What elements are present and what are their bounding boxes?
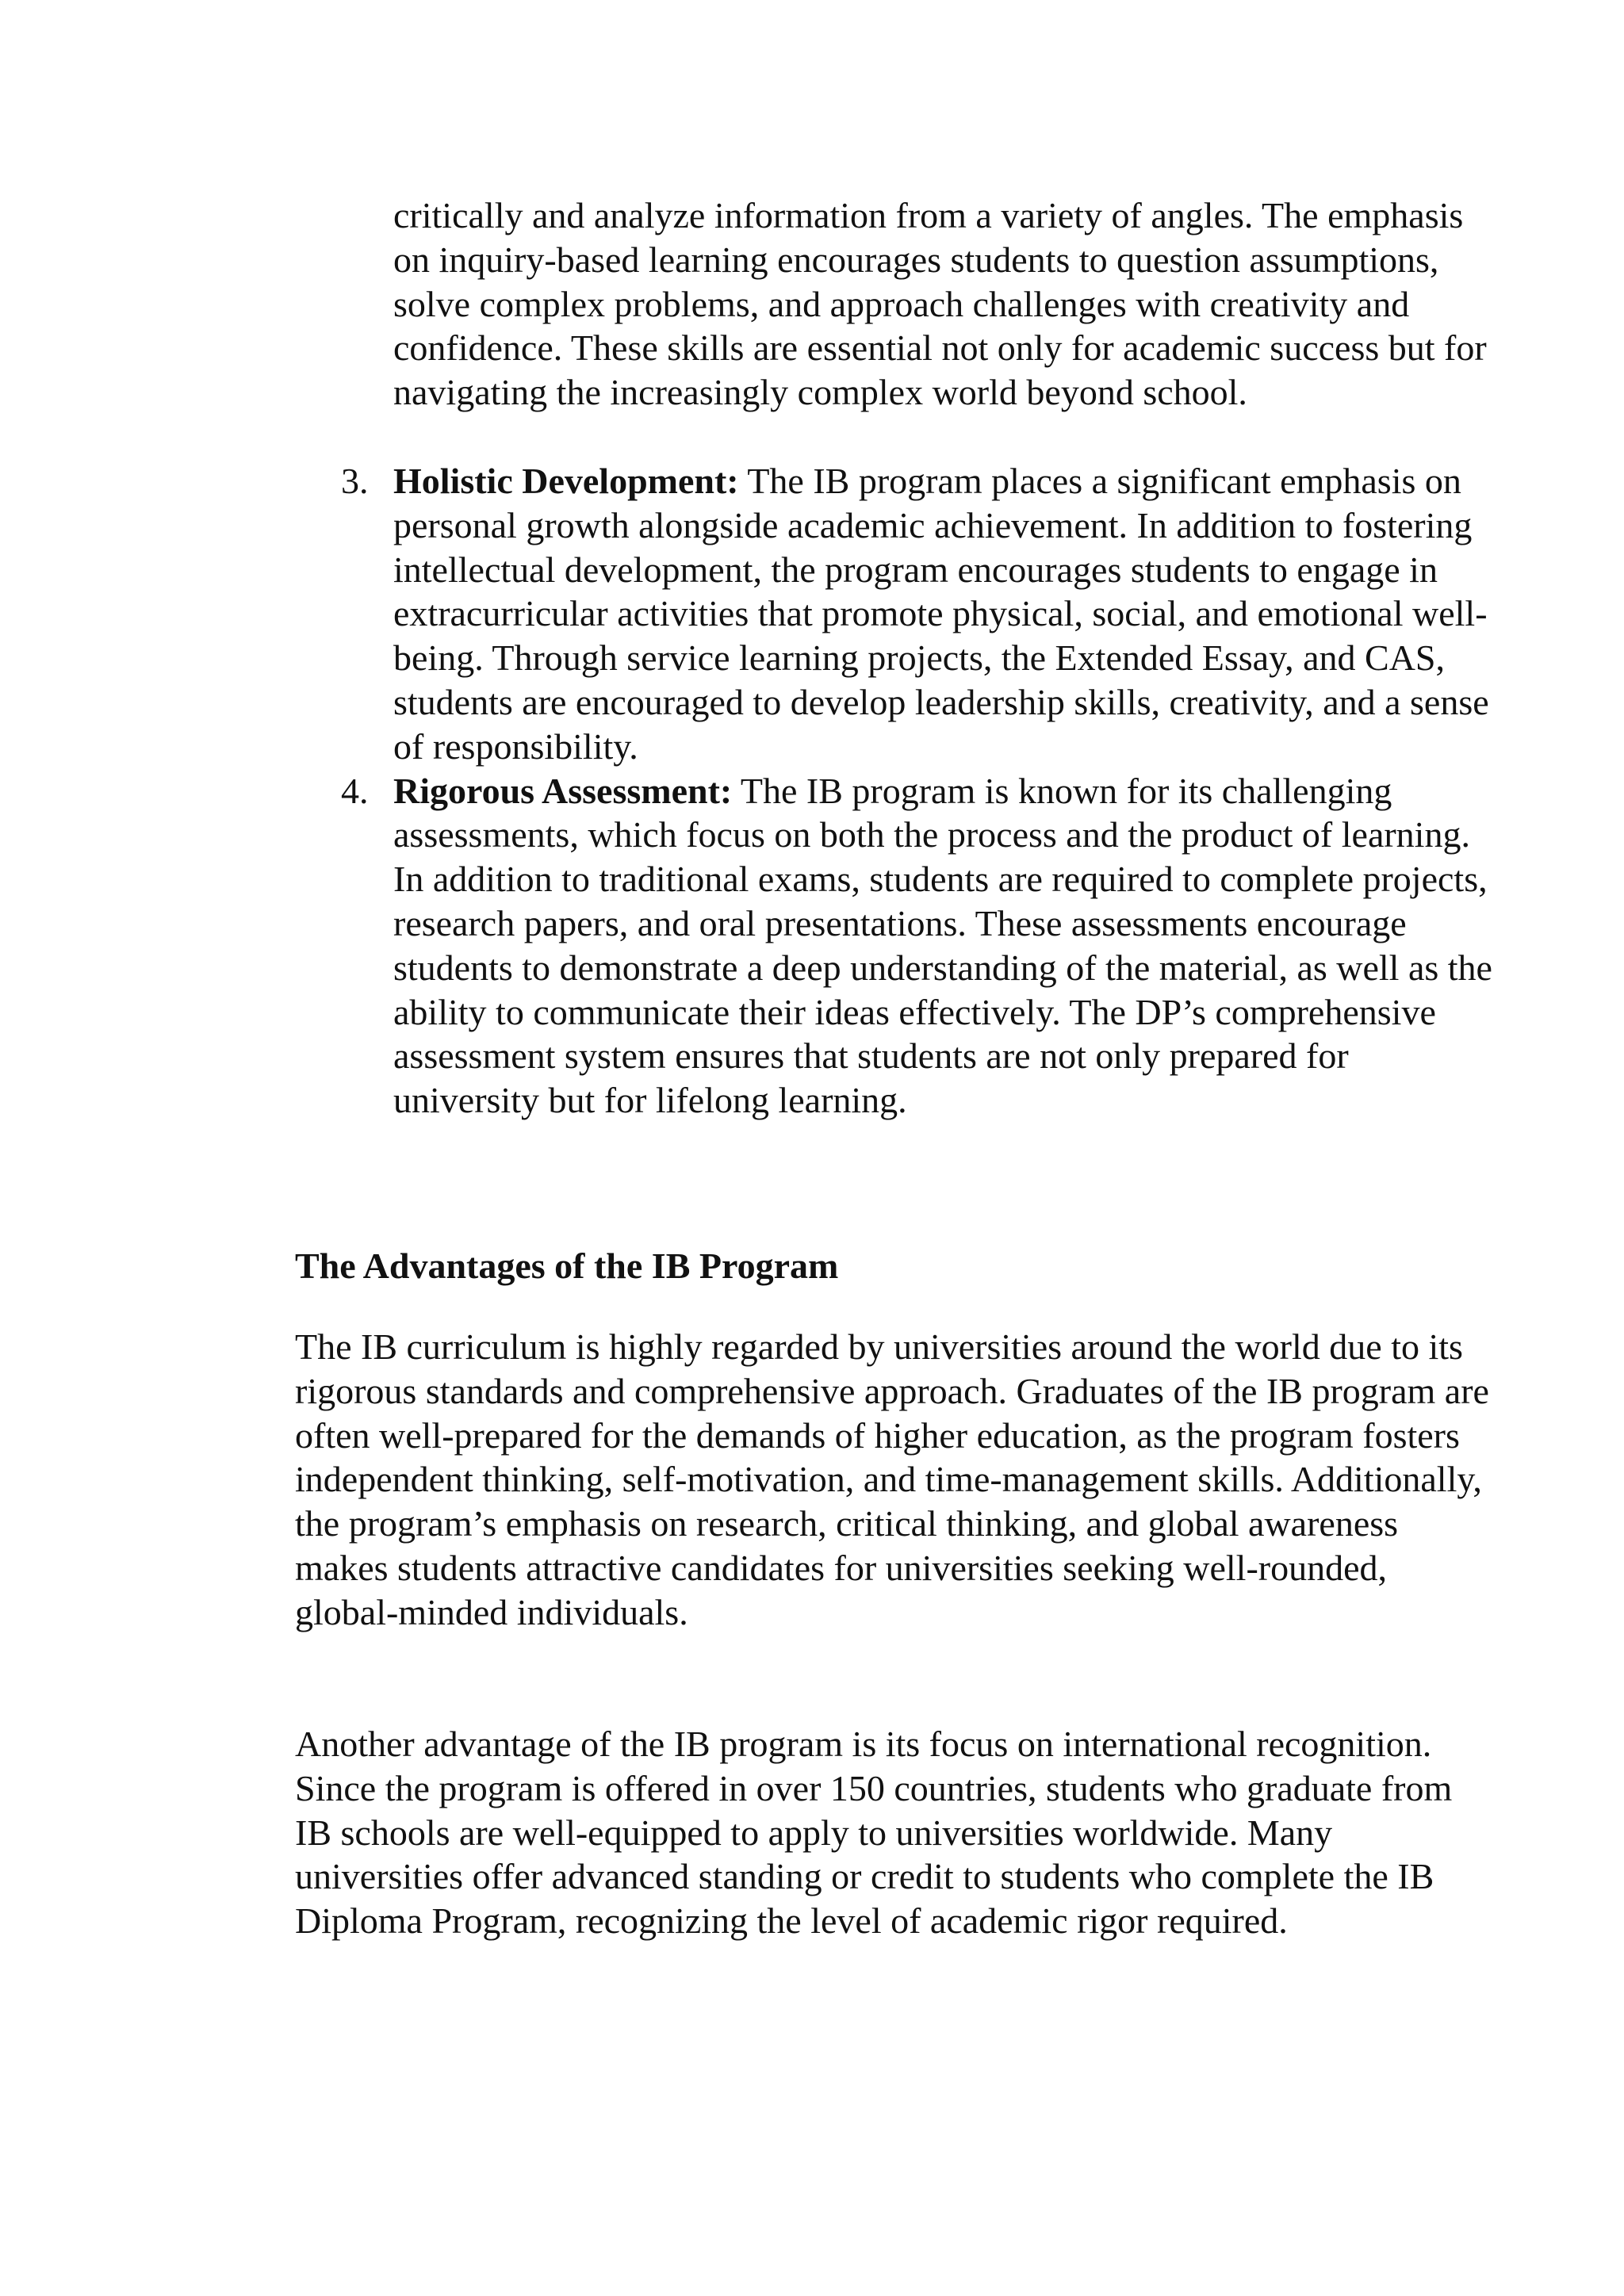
list-item-term: Rigorous Assessment:	[393, 770, 733, 811]
list-item-text: The IB program is known for its challenging assessments, which focus on both the process and the product of learning. In addition to traditional exams, students are required to complete projects, research papers, and oral presentations. These assessments encourage students to demonstrate a deep understanding of the material, as well as the ability to communicate their ideas effectively. The DP’s comprehensive assessment system ensures that students are not only prepared for university but for lifelong learning.	[393, 770, 1492, 1121]
list-item	[341, 459, 1499, 769]
list-item-number: 3.	[341, 461, 369, 501]
list-item-number: 4.	[341, 770, 369, 811]
body-paragraph: The IB curriculum is highly regarded by universities around the world due to its rigorous standards and comprehensive approach. Graduates of the IB program are often well-prepared for the demands of higher education, as the program fosters independent thinking, self-motivation, and time-management skills. Additionally, the program’s emphasis on research, critical thinking, and global awareness makes students attractive candidates for universities seeking well-rounded, global-minded individuals.	[295, 1326, 1489, 1632]
body-paragraph: Another advantage of the IB program is its focus on international recognition. Since the program is offered in over 150 countries, students who graduate from IB schools are well-equipped to apply to universities worldwide. Many universities offer advanced standing or credit to students who complete the IB Diploma Program, recognizing the level of academic rigor required.	[295, 1724, 1453, 1942]
numbered-list	[341, 459, 1499, 1123]
list-item-continuation: critically and analyze information from a variety of angles. The emphasis on inquiry-based learning encourages students to question assumptions, solve complex problems, and approach challenges with creativity and confidence. These skills are essential not only for academic success but for navigating the increasingly complex world beyond school.	[393, 195, 1487, 413]
list-item	[341, 769, 1499, 1123]
section-heading: The Advantages of the IB Program	[295, 1246, 839, 1286]
list-item-term: Holistic Development:	[393, 461, 739, 501]
list-item-text: The IB program places a significant emphasis on personal growth alongside academic achievement. In addition to fostering intellectual development, the program encourages students to engage in extracurricular activities that promote physical, social, and emotional well-being. Through service learning projects, the Extended Essay, and CAS, students are encouraged to develop leadership skills, creativity, and a sense of responsibility.	[393, 461, 1489, 767]
